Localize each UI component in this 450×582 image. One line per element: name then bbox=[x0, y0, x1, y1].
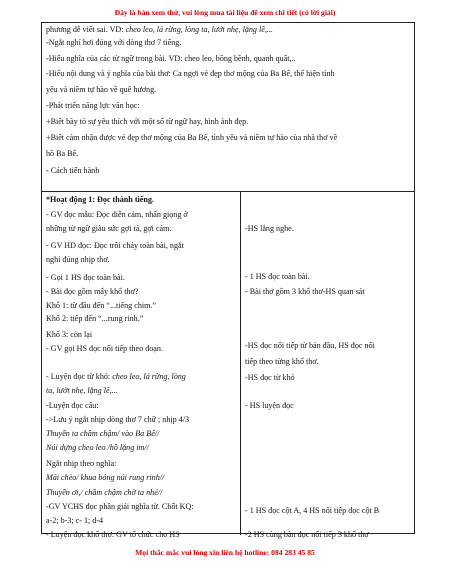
hotline-banner: Mọi thắc mắc vui lòng xin liên hệ hotline: 084 283 45 85 bbox=[135, 548, 315, 557]
teacher-step: nghỉ đúng nhịp thơ. bbox=[46, 255, 110, 264]
poem-line: Núi dựng cheo leo /hồ lặng im// bbox=[46, 443, 149, 452]
student-response: - 1 HS đọc toàn bài. bbox=[245, 272, 310, 281]
objective-line: -Ngắt nghỉ hơi đúng với dòng thơ 7 tiếng. bbox=[46, 38, 182, 47]
teacher-step: ->Lưu ý ngắt nhịp dòng thơ 7 chữ ; nhịp 4/3 bbox=[46, 415, 190, 424]
student-response: - Bài thơ gồm 3 khổ thơ-HS quan sát bbox=[245, 287, 365, 296]
student-response: tiếp theo từng khổ thơ. bbox=[245, 357, 319, 366]
teacher-step: Khổ 3: còn lại bbox=[46, 330, 93, 339]
student-response: - HS luyện đọc bbox=[245, 401, 294, 410]
poem-line: Mái chèo/ khua bóng núi rung rinh// bbox=[46, 473, 165, 482]
preview-notice-banner: Đây là bản xem thử, vui lòng mua tài liệu để xem chi tiết (có lời giải) bbox=[114, 8, 336, 17]
poem-line: Thuyền ta chầm chậm/ vào Ba Bể// bbox=[46, 429, 160, 438]
teacher-step: Khổ 1: từ đầu đến “...tiếng chim.” bbox=[46, 301, 157, 310]
objectives-cell bbox=[42, 23, 414, 192]
teacher-step: những từ ngữ giàu sức gợi tả, gợi cảm. bbox=[46, 224, 172, 233]
teacher-step: a-2; b-3; c- 1; d-4 bbox=[46, 516, 104, 525]
objective-line: yêu và niềm tự hào về quê hương. bbox=[46, 85, 157, 94]
student-response: -HS lắng nghe. bbox=[245, 224, 294, 233]
teacher-step: - Luyện đọc từ khó: cheo leo, lá rừng, lòng bbox=[46, 372, 186, 381]
teacher-step: - Bài đọc gồm mấy khổ thơ? bbox=[46, 287, 139, 296]
objective-line: +Biết cảm nhận được vẻ đẹp thơ mộng của Ba Bể, tình yêu và niềm tự hào của nhà thơ về bbox=[46, 133, 338, 142]
objective-line: phương dễ viết sai. VD: cheo leo, lá rừng, lòng ta, lướt nhẹ, lặng lẽ,... bbox=[46, 25, 273, 34]
teacher-step: - Luyện đọc khổ thơ: GV tổ chức cho HS bbox=[46, 530, 180, 539]
objective-line: hồ Ba Bể. bbox=[46, 149, 79, 158]
column-divider bbox=[240, 191, 241, 535]
procedure-heading: - Cách tiến hành bbox=[46, 166, 100, 175]
objective-line: -Phát triển năng lực văn học: bbox=[46, 101, 140, 110]
student-response: -HS đọc từ khó bbox=[245, 373, 295, 382]
poem-line: Thuyền ơi,/ chầm chậm chờ ta nhé// bbox=[46, 488, 163, 497]
teacher-step: Ngắt nhịp theo nghĩa: bbox=[46, 459, 117, 468]
student-response: -2 HS cùng bàn đọc nối tiếp 3 khổ thơ bbox=[245, 530, 369, 539]
teacher-step: -Luyện đọc câu: bbox=[46, 401, 99, 410]
student-response: - 1 HS đọc cột A, 4 HS nối tiếp đọc cột B bbox=[245, 506, 380, 515]
teacher-step: - GV HD đọc: Đọc trôi chảy toàn bài, ngắt bbox=[46, 241, 184, 250]
lesson-table bbox=[41, 22, 415, 539]
teacher-step: - GV gọi HS đọc nối tiếp theo đoạn. bbox=[46, 344, 163, 353]
teacher-step: -GV YCHS đọc phần giải nghĩa từ. Chốt KQ: bbox=[46, 502, 194, 511]
objective-line: +Biết bày tỏ sự yêu thích với một số từ ngữ hay, hình ảnh đẹp. bbox=[46, 117, 249, 126]
objective-line: -Hiểu nghĩa của các từ ngữ trong bài. VD: cheo leo, bồng bềnh, quanh quất,.. bbox=[46, 54, 296, 63]
activity-title: *Hoạt động 1: Đọc thành tiếng. bbox=[46, 195, 154, 204]
teacher-step: Khổ 2: tiếp đến “...rung rinh.” bbox=[46, 314, 144, 323]
objective-line: -Hiểu nội dung và ý nghĩa của bài thơ: Ca ngợi vẻ đẹp thơ mộng của Ba Bể, thể hiện tình bbox=[46, 69, 335, 78]
teacher-step: ta, lướt nhẹ, lặng lẽ,... bbox=[46, 386, 118, 395]
teacher-step: - Gọi 1 HS đọc toàn bài. bbox=[46, 273, 125, 282]
teacher-step: - GV đọc mẫu: Đọc diễn cảm, nhấn giọng ở bbox=[46, 210, 188, 219]
student-response: -HS đọc nối tiếp từ bản đầu, HS đọc nối bbox=[245, 341, 375, 350]
